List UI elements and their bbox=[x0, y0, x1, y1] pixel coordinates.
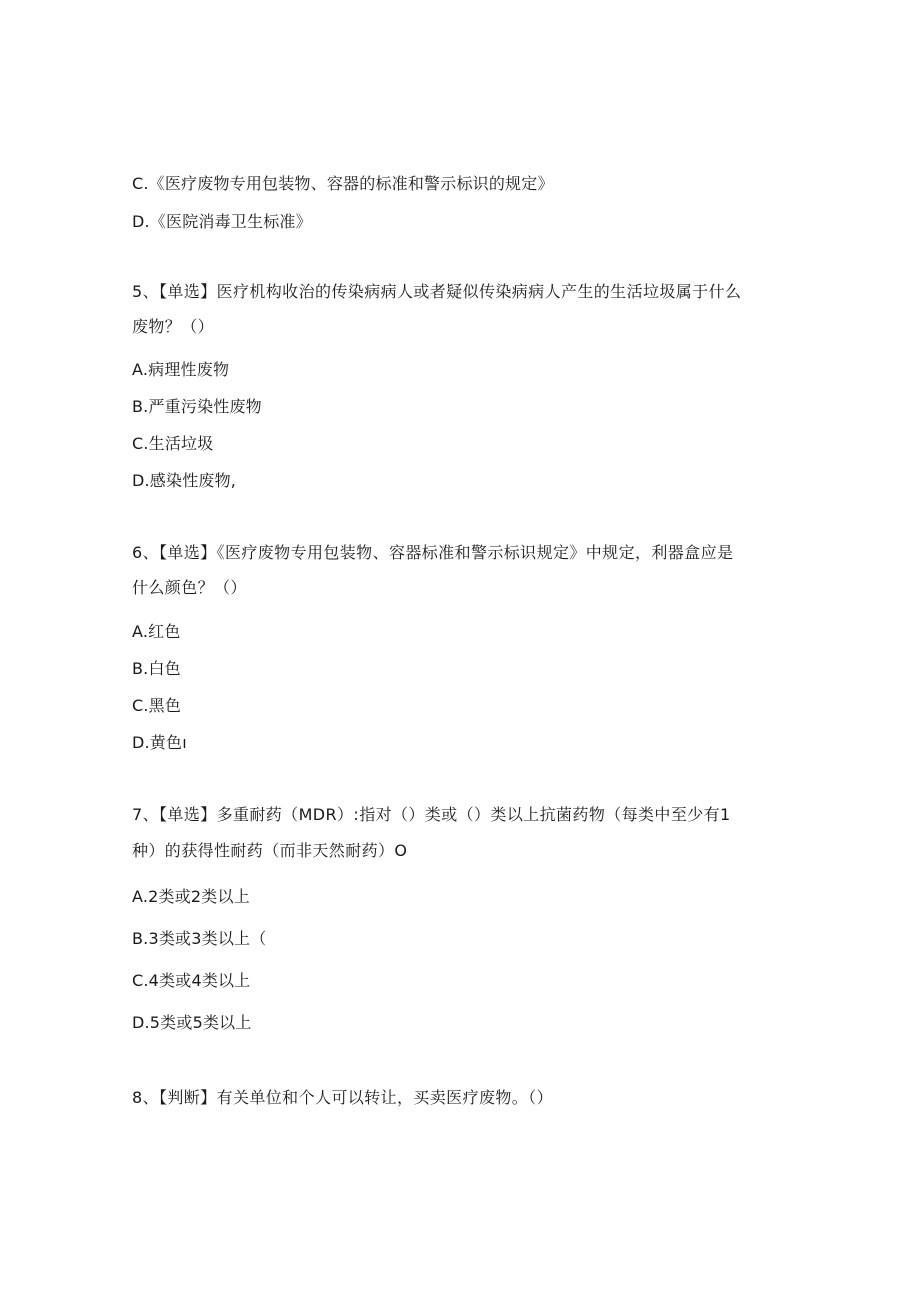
option-d-prev: D.《医院消毒卫生标准》 bbox=[132, 212, 312, 231]
question-7-option-a: A.2类或2类以上 bbox=[132, 887, 250, 906]
question-8-stem-line1: 8、【判断】有关单位和个人可以转让，买卖医疗废物。（） bbox=[132, 1088, 553, 1107]
question-6-option-b: B.白色 bbox=[132, 659, 181, 678]
question-7-option-c: C.4类或4类以上 bbox=[132, 971, 251, 990]
question-5-option-a: A.病理性废物 bbox=[132, 360, 230, 379]
question-5-option-b: B.严重污染性废物 bbox=[132, 397, 262, 416]
question-6-option-a: A.红色 bbox=[132, 622, 181, 641]
question-6-stem-line1: 6、【单选】《医疗废物专用包装物、容器标准和警示标识规定》中规定，利器盒应是 bbox=[132, 543, 734, 562]
question-7-stem-line1: 7、【单选】多重耐药（MDR）:指对（）类或（）类以上抗菌药物（每类中至少有1 bbox=[132, 805, 731, 824]
question-5-stem-line1: 5、【单选】医疗机构收治的传染病病人或者疑似传染病病人产生的生活垃圾属于什么 bbox=[132, 282, 742, 301]
option-c-prev: C.《医疗废物专用包装物、容器的标准和警示标识的规定》 bbox=[132, 174, 554, 193]
question-5-option-c: C.生活垃圾 bbox=[132, 434, 214, 453]
question-7-stem-line2: 种）的获得性耐药（而非天然耐药）O bbox=[132, 841, 408, 860]
question-7-option-d: D.5类或5类以上 bbox=[132, 1013, 252, 1032]
question-5-option-d: D.感染性废物, bbox=[132, 471, 237, 490]
question-6-stem-line2: 什么颜色？（） bbox=[132, 578, 247, 597]
question-5-stem-line2: 废物？（） bbox=[132, 317, 215, 336]
question-6-option-d: D.黄色ı bbox=[132, 733, 187, 752]
question-6-option-c: C.黑色 bbox=[132, 696, 182, 715]
question-7-option-b: B.3类或3类以上（ bbox=[132, 929, 267, 948]
